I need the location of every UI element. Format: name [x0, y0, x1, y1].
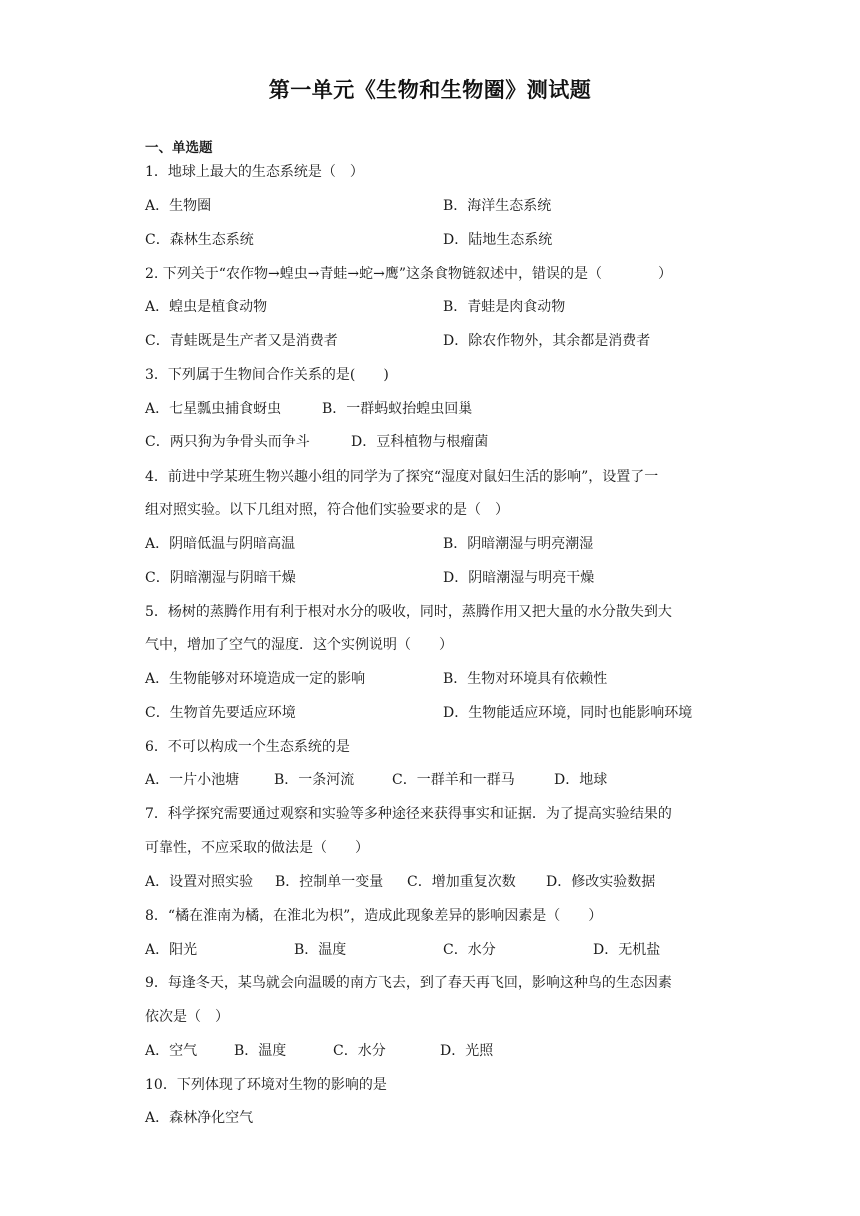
- question-5-option-b: B．生物对环境具有依赖性: [443, 671, 608, 687]
- question-7-stem-line-2: 可靠性，不应采取的做法是（ ）: [145, 840, 369, 856]
- question-3-option-b: B．一群蚂蚁抬蝗虫回巢: [322, 401, 473, 417]
- question-2-option-c: C．青蛙既是生产者又是消费者: [145, 333, 338, 349]
- question-4-stem-line-2: 组对照实验。以下几组对照，符合他们实验要求的是（ ）: [145, 502, 509, 518]
- question-6-option-d: D．地球: [554, 772, 608, 788]
- question-9-option-d: D．光照: [440, 1043, 494, 1059]
- question-4-stem-line-1: 4．前进中学某班生物兴趣小组的同学为了探究“湿度对鼠妇生活的影响”，设置了一: [145, 469, 659, 485]
- question-8-stem: 8．“橘在淮南为橘，在淮北为枳”，造成此现象差异的影响因素是（ ）: [145, 908, 603, 924]
- question-6-stem: 6．不可以构成一个生态系统的是: [145, 739, 350, 755]
- question-1-option-b: B．海洋生态系统: [443, 198, 552, 214]
- question-2-option-b: B．青蛙是肉食动物: [443, 299, 566, 315]
- section-heading: 一、单选题: [145, 140, 213, 156]
- question-9-stem-line-1: 9．每逢冬天，某鸟就会向温暖的南方飞去，到了春天再飞回，影响这种鸟的生态因素: [145, 975, 672, 991]
- question-8-option-c: C．水分: [443, 942, 496, 958]
- question-7-option-d: D．修改实验数据: [546, 874, 656, 890]
- question-9-stem-line-2: 依次是（ ）: [145, 1009, 229, 1025]
- question-6-option-c: C．一群羊和一群马: [392, 772, 515, 788]
- question-4-option-d: D．阴暗潮湿与明亮干燥: [443, 570, 595, 586]
- question-2-option-d: D．除农作物外，其余都是消费者: [443, 333, 651, 349]
- question-1-option-d: D．陆地生态系统: [443, 232, 553, 248]
- question-4-option-a: A．阴暗低温与阴暗高温: [145, 536, 296, 552]
- question-1-option-c: C．森林生态系统: [145, 232, 254, 248]
- question-8-option-b: B．温度: [294, 942, 347, 958]
- question-2-option-a: A．蝗虫是植食动物: [145, 299, 268, 315]
- question-5-stem-line-2: 气中，增加了空气的湿度．这个实例说明（ ）: [145, 637, 453, 653]
- question-8-option-d: D．无机盐: [593, 942, 661, 958]
- question-6-option-a: A．一片小池塘: [145, 772, 240, 788]
- question-7-option-b: B．控制单一变量: [275, 874, 384, 890]
- question-5-option-c: C．生物首先要适应环境: [145, 705, 296, 721]
- question-7-option-a: A．设置对照实验: [145, 874, 254, 890]
- question-10-option-a: A．森林净化空气: [145, 1110, 254, 1126]
- question-5-option-a: A．生物能够对环境造成一定的影响: [145, 671, 366, 687]
- question-7-stem-line-1: 7．科学探究需要通过观察和实验等多种途径来获得事实和证据．为了提高实验结果的: [145, 806, 672, 822]
- question-3-stem: 3．下列属于生物间合作关系的是( ): [145, 367, 389, 383]
- question-1-option-a: A．生物圈: [145, 198, 212, 214]
- question-4-option-b: B．阴暗潮湿与明亮潮湿: [443, 536, 594, 552]
- question-5-stem-line-1: 5．杨树的蒸腾作用有利于根对水分的吸收，同时，蒸腾作用又把大量的水分散失到大: [145, 604, 672, 620]
- question-10-stem: 10．下列体现了环境对生物的影响的是: [145, 1077, 387, 1093]
- question-4-option-c: C．阴暗潮湿与阴暗干燥: [145, 570, 296, 586]
- question-3-option-a: A．七星瓢虫捕食蚜虫: [145, 401, 282, 417]
- question-9-option-a: A．空气: [145, 1043, 198, 1059]
- question-8-option-a: A．阳光: [145, 942, 198, 958]
- question-6-option-b: B．一条河流: [274, 772, 355, 788]
- question-2-stem: 2. 下列关于“农作物→蝗虫→青蛙→蛇→鹰”这条食物链叙述中，错误的是（ ）: [145, 266, 673, 282]
- page-title: 第一单元《生物和生物圈》测试题: [268, 78, 592, 102]
- question-9-option-c: C．水分: [333, 1043, 386, 1059]
- question-9-option-b: B．温度: [234, 1043, 287, 1059]
- question-7-option-c: C．增加重复次数: [407, 874, 516, 890]
- question-3-option-c: C．两只狗为争骨头而争斗: [145, 434, 310, 450]
- question-3-option-d: D．豆科植物与根瘤菌: [351, 434, 489, 450]
- question-1-stem: 1．地球上最大的生态系统是（ ）: [145, 164, 364, 180]
- question-5-option-d: D．生物能适应环境，同时也能影响环境: [443, 705, 693, 721]
